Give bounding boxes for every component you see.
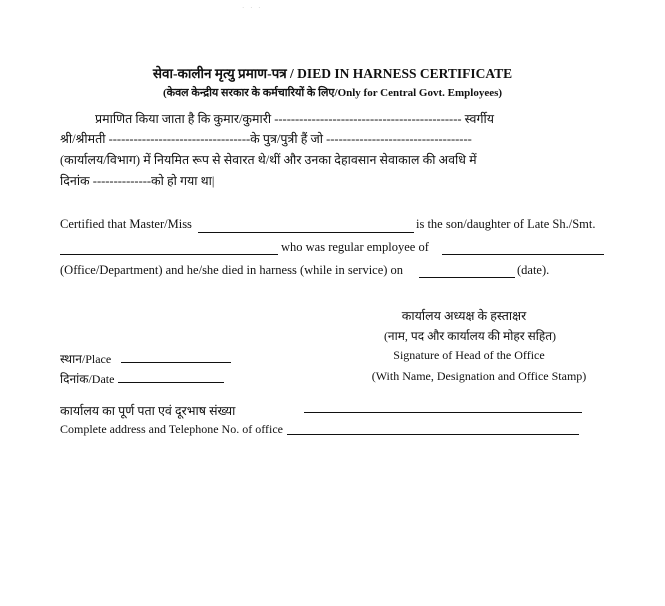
english-line-3-suffix: (date). (517, 263, 550, 277)
signature-english-title: Signature of Head of the Office (393, 348, 545, 362)
place-label: स्थान/Place (60, 352, 112, 366)
address-blank-line-2[interactable] (287, 434, 579, 435)
hindi-line-2: श्री/श्रीमती ----------------------------------के पुत्र/पुत्री हैं जो ----------------------------------- (60, 132, 472, 146)
date-of-death-blank-line[interactable] (419, 277, 515, 278)
place-blank-line[interactable] (121, 362, 231, 363)
office-blank-line[interactable] (442, 254, 604, 255)
signature-hindi-subtitle: (नाम, पद और कार्यालय की मोहर सहित) (383, 329, 557, 343)
hindi-line-4: दिनांक --------------को हो गया था| (60, 174, 215, 188)
english-line-1-label: Certified that Master/Miss (60, 217, 192, 231)
hindi-line-1: प्रमाणित किया जाता है कि कुमार/कुमारी --------------------------------------------- स्वर्गीय (95, 112, 494, 126)
certificate-subtitle: (केवल केन्द्रीय सरकार के कर्मचारियों के लिए/Only for Central Govt. Employees) (162, 87, 503, 99)
english-line-1-suffix: is the son/daughter of Late Sh./Smt. (416, 217, 596, 231)
hindi-line-3: (कार्यालय/विभाग) में नियमित रूप से सेवारत थे/थीं और उनका देहावसान सेवाकाल की अवधि में (60, 153, 477, 167)
date-blank-line[interactable] (118, 382, 224, 383)
name-blank-line[interactable] (198, 232, 414, 233)
certificate-title: सेवा-कालीन मृत्यु प्रमाण-पत्र / DIED IN HARNESS CERTIFICATE (152, 66, 513, 81)
parent-name-blank-line[interactable] (60, 254, 278, 255)
address-blank-line-1[interactable] (304, 412, 582, 413)
date-label: दिनांक/Date (60, 372, 115, 386)
address-english-label: Complete address and Telephone No. of office (60, 422, 283, 436)
scan-smudge: · · · (242, 4, 263, 12)
address-hindi-label: कार्यालय का पूर्ण पता एवं दूरभाष संख्या (60, 404, 236, 418)
english-line-2-label: who was regular employee of (281, 240, 429, 254)
english-line-3-label: (Office/Department) and he/she died in harness (while in service) on (60, 263, 404, 277)
signature-english-subtitle: (With Name, Designation and Office Stamp) (371, 369, 587, 383)
signature-hindi-title: कार्यालय अध्यक्ष के हस्ताक्षर (401, 309, 527, 323)
